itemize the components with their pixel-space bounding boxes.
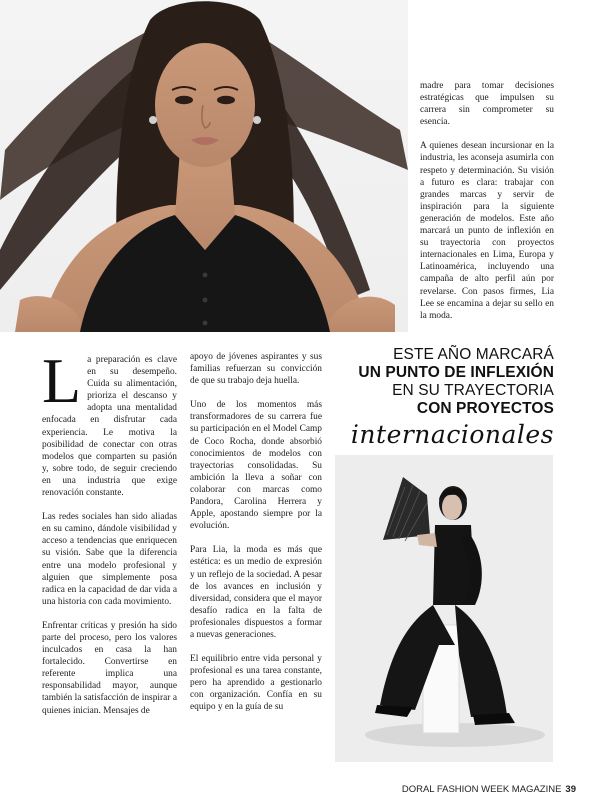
portrait-illustration: [0, 0, 408, 332]
article-paragraph: madre para tomar decisiones estratégicas que impulsen su carrera sin comprometer su esencia.: [420, 81, 554, 128]
drop-cap: L: [42, 345, 82, 416]
magazine-name: DORAL FASHION WEEK MAGAZINE: [401, 784, 562, 795]
page-number: 39: [565, 784, 576, 795]
pull-quote-script: internacionales: [350, 420, 554, 449]
article-paragraph: Uno de los momentos más transformadores de su carrera fue su participación en el Model Camp de Coco Rocha, donde absorbió conocimientos de modelos con trayectorias consolidadas. Su ambición la lleva a soñar con colaborar con marcas como Pandora, Carolina Herrera y Apple, apostando siempre por la evolución.: [190, 400, 322, 532]
article-column-middle: [190, 351, 322, 714]
article-paragraph: El equilibrio entre vida personal y profesional es una tarea constante, pero ha aprendido a gestionarlo con organización. Confía en su equipo y en la guía de su: [190, 654, 322, 713]
article-paragraph: Enfrentar críticas y presión ha sido parte del proceso, pero los valores inculcados en casa la han fortalecido. Convertirse en referente implica una responsabilidad mayor, aunque también la satisfacción de inspirar a quienes inician. Mensajes de: [42, 620, 177, 716]
fashion-photo: [335, 455, 553, 762]
article-paragraph-text: a preparación es clave en su desempeño. Cuida su alimentación, prioriza el descanso y adopta una mentalidad enfocada en disfrutar cada experiencia. Le motiva la posibilidad de conectar con otras modelos que comparten su pasión y, sobre todo, de seguir creciendo en una industria que exige renovación constante.: [42, 355, 177, 499]
pull-quote-line-bold: CON PROYECTOS: [416, 400, 554, 417]
article-paragraph: Para Lia, la moda es más que estética: es un medio de expresión y un reflejo de la sociedad. A pesar de los avances en inclusión y diversidad, considera que el mayor desafío radica en la falta de profesionales dispuestos a formar a nuevas generaciones.: [190, 545, 322, 640]
article-paragraph: apoyo de jóvenes aspirantes y sus familias refuerzan su convicción de que su trabajo deja huella.: [190, 352, 322, 387]
article-paragraph: A quienes desean incursionar en la industria, les aconseja asumirla con respeto y determinación. Su visión a futuro es clara: trabajar con grandes marcas y servir de inspiración para la siguiente generación de modelos. Este año marcará un punto de inflexión en su trayectoria con proyectos internacionales en Lima, Europa y Latinoamérica, incluyendo una campaña de alto perfil aún por revelarse. Con pasos firmes, Lia Lee se encamina a dejar su sello en la moda.: [420, 141, 554, 321]
article-column-left: [42, 345, 177, 717]
article-paragraph: [42, 345, 177, 499]
article-paragraph: Las redes sociales han sido aliadas en su camino, dándole visibilidad y acceso a tendencias que enriquecen su visión. Sabe que la diferencia entre una modelo profesional y alguien que simplemente posa radica en la capacidad de dar vida a una historia con cada movimiento.: [42, 512, 177, 607]
pull-quote-line-bold: UN PUNTO DE INFLEXIÓN: [358, 364, 554, 381]
page-footer: [402, 784, 576, 795]
pull-quote: [336, 346, 554, 450]
pull-quote-line: EN SU TRAYECTORIA: [392, 382, 554, 399]
pull-quote-line: ESTE AÑO MARCARÁ: [393, 346, 554, 363]
fashion-illustration: [335, 455, 553, 762]
portrait-photo: [0, 0, 408, 332]
article-column-top-right: [420, 80, 554, 322]
